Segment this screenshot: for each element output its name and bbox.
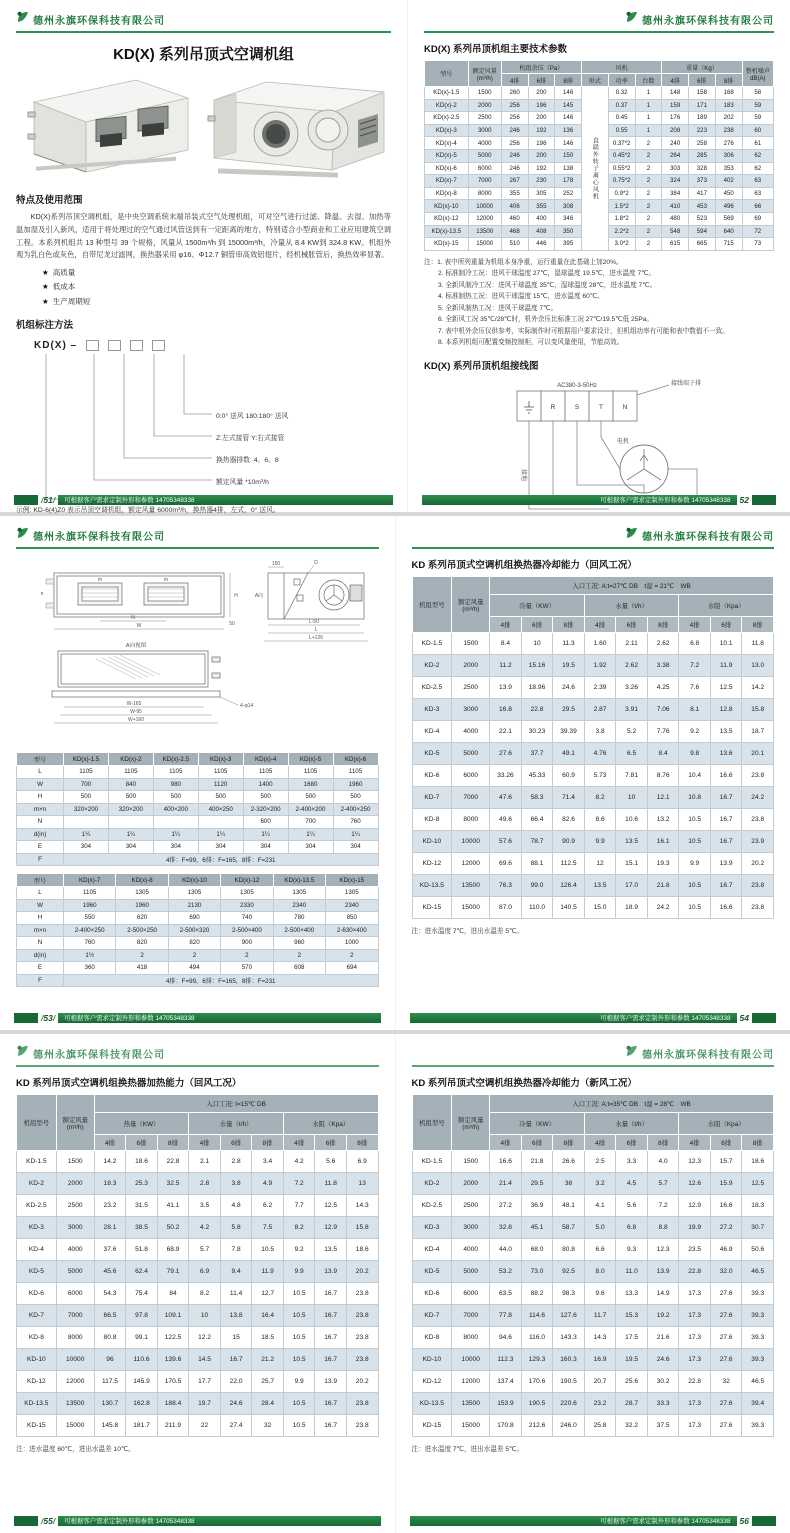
sub-col: 6排	[126, 1135, 158, 1151]
col-weight: 重量（Kg）	[662, 61, 742, 74]
dim-label-W165: W-165	[126, 701, 142, 707]
table-row: KD(x)-3 3000 246 192 136 0.55 1 208 223 238 60	[425, 124, 774, 137]
table-row: KD(x)-1.5 1500 260 200 146 直联外转子离心风机 0.32 1 148 158 168 58	[425, 87, 774, 100]
col-model-name: KD(x)-6	[333, 753, 378, 766]
table-row: KD(x)-6 6000 246 192 138 0.55*2 2 303 328 353 62	[425, 162, 774, 175]
table-row: KD(x)-5 5000 246 200 150 0.45*2 2 264 285 306 62	[425, 149, 774, 162]
dim-row-label: d(in)	[17, 828, 64, 841]
col-model-name: KD(x)-5	[288, 753, 333, 766]
sub-col: 8排	[553, 617, 585, 633]
table-row: N 760 820 820 900 960 1000	[17, 937, 379, 950]
page-footer-54	[410, 1012, 777, 1023]
dim-row-label: d(in)	[17, 949, 64, 962]
product-title: KD(X) 系列吊顶式空调机组	[113, 46, 294, 63]
sub-col: 形式	[582, 74, 609, 87]
sub-col: 4排	[189, 1135, 221, 1151]
table-row: KD-2 2000 11.2 15.16 19.5 1.92 2.62 3.38 7.2 11.9 13.0	[412, 655, 774, 677]
table-row: KD-1.5 1500 14.2 18.6 22.8 2.1 2.8 3.4 4.2 5.6 6.9	[17, 1151, 379, 1173]
feature-bullets	[42, 266, 391, 309]
sub-col: 4排	[490, 617, 522, 633]
sub-col: 8排	[346, 1135, 378, 1151]
sub-col: 6排	[616, 1135, 648, 1151]
table-row: KD-2.5 2500 23.2 31.5 41.1 3.5 4.8 6.2 7.7 12.5 14.3	[17, 1195, 379, 1217]
col-group: 冷量（KW）	[490, 595, 585, 617]
page-footer-53	[14, 1012, 381, 1023]
power-label: AC380-3-50Hz	[557, 382, 597, 389]
table-row: KD(x)-7 7000 267 230 178 0.75*2 2 324 373 402 63	[425, 175, 774, 188]
star-icon: ★	[42, 296, 49, 306]
note-line: 6. 全新风工况 35℃/28℃时，机外余压比标准工况 27℃/19.5℃低 25Pa。	[438, 316, 654, 324]
code-box	[152, 340, 165, 351]
company-name: 德州永旗环保科技有限公司	[642, 1049, 774, 1061]
marking-label: 0:0° 送风 180:180° 送风	[216, 412, 289, 420]
cooling-fresh-table	[412, 1094, 775, 1437]
col-model-name: KD(x)-3	[198, 753, 243, 766]
table-row: KD(x)-13.5 13500 468 408 350 2.2*2 2 548 594 640 72	[425, 225, 774, 238]
company-logo-icon	[625, 10, 638, 28]
cooling-fresh-title: KD 系列吊顶式空调机组换热器冷却能力（新风工况）	[411, 1078, 637, 1089]
company-header	[16, 526, 379, 549]
table-row: W 700 840 980 1120 1400 1680 1960	[17, 778, 379, 791]
star-icon: ★	[42, 282, 49, 292]
sub-col: 台数	[635, 74, 662, 87]
table-row: W 1960 1960 2130 2330 2340 2340	[17, 899, 379, 912]
table-note: 注：进水温度 60℃，进出水温差 10℃。	[16, 1446, 135, 1453]
page-footer-55	[14, 1515, 381, 1526]
sub-col: 8排	[715, 74, 742, 87]
table-row: KD-10 10000 96 110.6 139.6 14.5 16.7 21.2 10.5 16.7 23.8	[17, 1349, 379, 1371]
page-number: 52	[739, 494, 749, 505]
col-model: 机组型号	[17, 1095, 57, 1151]
dim-row-label: L	[17, 887, 64, 900]
table-row: KD-10 10000 112.3 129.3 160.3 16.9 19.5 24.6 17.3 27.6 39.3	[412, 1349, 774, 1371]
dim-row-label: E	[17, 841, 64, 854]
table-row: N 600 700 760	[17, 816, 379, 829]
col-group: 水阻（Kpa）	[679, 1113, 774, 1135]
dim-row-label: W	[17, 899, 64, 912]
table-row: KD-10 10000 57.6 78.7 90.9 9.9 13.5 16.1 10.5 16.7 23.9	[412, 831, 774, 853]
col-fan: 风机	[582, 61, 662, 74]
dim-row-label: L	[17, 766, 64, 779]
table-row: KD-1.5 1500 8.4 10 11.3 1.60 2.11 2.62 6.8 10.1 11.8	[412, 633, 774, 655]
tech-params-title: KD(X) 系列吊顶机组主要技术参数	[424, 44, 568, 55]
code-box	[108, 340, 121, 351]
page-footer-51	[14, 494, 393, 505]
table-row: KD-2.5 2500 13.9 18.96 24.6 2.39 3.26 4.25 7.6 12.5 14.2	[412, 677, 774, 699]
footer-bar: 可根据客户需求定制外形和参数 14705348338	[410, 1516, 737, 1526]
note-line: 注：1. 表中所列重量为机组本身净重，运行重量在此基础上加20%。	[424, 258, 623, 266]
product-photo-left	[16, 72, 196, 184]
inlet-condition: 入口工况: A:t=27℃ DB t湿 = 21℃ WB	[490, 577, 774, 595]
table-row: KD-7 7000 47.6 58.3 71.4 8.2 10 12.1 10.8 16.7 24.2	[412, 787, 774, 809]
table-row: KD(x)-8 8000 355 305 252 0.9*2 2 384 417 450 63	[425, 187, 774, 200]
dimension-drawings	[16, 555, 379, 745]
tech-params-table	[424, 60, 774, 251]
note-line: 8. 本系列机组可配置变频控制柜，可以变风量使用，节能高效。	[438, 339, 624, 347]
dim-label-L: L	[314, 627, 318, 633]
col-model-name: KD(x)-10	[168, 874, 220, 887]
page-54	[395, 516, 790, 1030]
footer-bar: 可根据客户需求定制外形和参数 14705348338	[410, 1013, 737, 1023]
table-row: KD-2.5 2500 27.2 36.9 48.1 4.1 5.6 7.2 12.9 16.6 18.3	[412, 1195, 774, 1217]
table-row: KD-13.5 13500 153.9 190.5 220.6 23.2 28.7 33.3 17.3 27.6 39.4	[412, 1393, 774, 1415]
sub-col: 8排	[553, 1135, 585, 1151]
marking-diagram	[16, 336, 391, 504]
company-logo-icon	[625, 1044, 638, 1062]
col-model-name: KD(x)-2.5	[153, 753, 198, 766]
marking-heading: 机组标注方法	[16, 319, 74, 331]
footer-lead-block	[752, 495, 776, 505]
table-row: KD-2 2000 18.3 25.3 32.5 2.8 3.8 4.9 7.2 11.8 13	[17, 1173, 379, 1195]
table-row: E 360 418 494 570 608 694	[17, 962, 379, 975]
sub-col: 8排	[742, 617, 774, 633]
header-row	[17, 874, 379, 887]
dim-label-50: 50	[229, 621, 235, 627]
col-group: 热量（KW）	[94, 1113, 189, 1135]
table-row: KD-4 4000 22.1 30.23 39.39 3.8 5.2 7.76 9.2 13.5 18.7	[412, 721, 774, 743]
company-name: 德州永旗环保科技有限公司	[642, 531, 774, 543]
table-row: KD-2 2000 21.4 29.5 38 3.2 4.5 5.7 12.6 15.9 12.5	[412, 1173, 774, 1195]
table-row: KD-6 6000 63.5 88.2 98.3 9.6 13.3 14.9 17.3 27.6 39.3	[412, 1283, 774, 1305]
sub-col: 6排	[220, 1135, 252, 1151]
table-row: KD-7 7000 66.5 97.8 109.1 10 13.8 16.4 10.5 16.7 23.8	[17, 1305, 379, 1327]
sub-col: 6排	[710, 1135, 742, 1151]
company-header	[412, 526, 775, 549]
dim-label-D: D	[314, 560, 318, 566]
header-row	[17, 753, 379, 766]
company-logo-icon	[16, 1044, 29, 1062]
marking-connector-lines	[16, 336, 374, 504]
dimension-drawing-svg	[16, 555, 376, 745]
table-row	[17, 853, 379, 866]
table-row: KD-8 8000 80.8 99.1 122.5 12.2 15 18.5 10.5 16.7 23.8	[17, 1327, 379, 1349]
table-row: H 550 620 690 740 780 850	[17, 912, 379, 925]
sub-col: 4排	[679, 617, 711, 633]
dim-label-W: W	[136, 623, 142, 629]
sub-col: 4排	[584, 1135, 616, 1151]
table-row: KD-8 8000 49.6 66.4 82.6 8.6 10.6 13.2 10.5 16.7 23.8	[412, 809, 774, 831]
spread-pages-51-52	[0, 0, 790, 512]
footer-lead-block	[14, 495, 38, 505]
dim-label-L126: L+126	[308, 635, 324, 641]
company-logo-icon	[16, 10, 29, 28]
fan-type-cell: 直联外转子离心风机	[582, 87, 609, 251]
table-row: KD-15 15000 170.8 212.6 246.0 25.8 32.2 37.5 17.3 27.6 39.3	[412, 1415, 774, 1437]
table-row: L 1105 1305 1305 1305 1305 1305	[17, 887, 379, 900]
sub-col: 4排	[490, 1135, 522, 1151]
company-header	[16, 1044, 379, 1067]
col-model-name: KD(x)-15	[326, 874, 378, 887]
dim-label-W160: W+160	[128, 717, 144, 723]
table-row: d(in) 1½ 2 2 2 2 2	[17, 949, 379, 962]
heating-return-title: KD 系列吊顶式空调机组换热器加热能力（回风工况）	[16, 1078, 242, 1089]
col-group: 水量（t/h）	[189, 1113, 284, 1135]
page-52	[407, 0, 790, 512]
note-line: 3. 全新风制冷工况：进风干球温度 35℃，湿球温度 28℃，进水温度 7℃。	[438, 281, 657, 289]
sub-col: 6排	[710, 617, 742, 633]
footer-bar: 可根据客户需求定制外形和参数 14705348338	[58, 1516, 380, 1526]
bullet-item: ★ 生产周期短	[42, 296, 91, 306]
col-model: 型号	[17, 753, 64, 766]
table-row: KD-12 12000 117.5 145.9 170.5 17.7 22.0 25.7 9.9 13.9 20.2	[17, 1371, 379, 1393]
merged-cell: 4排：F=99，6排：F=165，8排：F=231	[63, 974, 378, 987]
col-model: 机组型号	[412, 1095, 452, 1151]
table-row: KD-1.5 1500 16.6 21.8 26.6 2.5 3.3 4.0 12.3 15.7 18.6	[412, 1151, 774, 1173]
col-model: 机组型号	[412, 577, 452, 633]
table-row: KD(x)-10 10000 406 355 308 1.5*2 2 410 453 496 66	[425, 200, 774, 213]
header-row	[412, 1095, 774, 1113]
company-header	[412, 1044, 775, 1067]
page-56	[395, 1034, 790, 1533]
wiring-heading: KD(X) 系列吊顶机组接线图	[424, 360, 539, 372]
note-line: 5. 全新风制热工况：进风干球温度 7℃。	[438, 304, 558, 312]
footer-lead-block	[14, 1013, 38, 1023]
page-number: 56	[739, 1515, 749, 1526]
table-row: KD-6 6000 33.26 45.33 60.9 5.73 7.81 8.76 10.4 16.6 23.8	[412, 765, 774, 787]
sub-col: 6排	[521, 1135, 553, 1151]
table-row: m×n 2-400×250 2-500×250 2-500×320 2-500×400 2-500×400 2-630×400	[17, 924, 379, 937]
code-box	[86, 340, 99, 351]
company-name: 德州永旗环保科技有限公司	[642, 15, 774, 27]
col-pressure: 机组余压（Pa）	[501, 61, 581, 74]
spread-pages-55-56	[0, 1034, 790, 1533]
header-row	[17, 1095, 379, 1113]
star-icon: ★	[42, 268, 49, 278]
sub-col: 6排	[315, 1135, 347, 1151]
page-footer-52	[422, 494, 776, 505]
terminal-r: R	[550, 403, 556, 411]
terminal-n: N	[622, 403, 628, 411]
footer-bar: 可根据客户需求定制外形和参数 14705348338	[58, 495, 393, 505]
dimension-table-2	[16, 873, 379, 987]
dim-label-m: m	[97, 577, 103, 583]
page-number: /55/	[41, 1515, 56, 1526]
table-row: KD(x)-15 15000 510 446 395 3.0*2 2 615 665 715 73	[425, 238, 774, 251]
ground-label: 接地	[520, 468, 526, 481]
heating-return-table	[16, 1094, 379, 1437]
holes-label: 4-φ14	[240, 703, 254, 709]
product-photos	[16, 72, 391, 184]
col-group: 水阻（Kpa）	[679, 595, 774, 617]
footer-lead-block	[752, 1516, 776, 1526]
col-model-name: KD(x)-4	[243, 753, 288, 766]
col-flow: 额定风量 (m³/h)	[468, 61, 501, 87]
company-name: 德州永旗环保科技有限公司	[33, 1049, 165, 1061]
sub-col: 4排	[679, 1135, 711, 1151]
col-model: 型号	[17, 874, 64, 887]
company-logo-icon	[625, 526, 638, 544]
table-row: KD(x)-4 4000 256 196 146 0.37*2 2 240 258 276 61	[425, 137, 774, 150]
features-heading: 特点及使用范围	[16, 195, 83, 206]
header-row	[425, 61, 774, 74]
note-line: 7. 表中机外余压仅供参考，实际制作时可根据用户要求设计，但机组功率有可能和表中数值不一致。	[438, 327, 729, 335]
col-model-name: KD(x)-7	[63, 874, 115, 887]
table-row: KD-6 6000 54.3 75.4 84 8.2 11.4 12.7 10.5 16.7 23.8	[17, 1283, 379, 1305]
inlet-condition: 入口工况: A:t=35℃ DB t湿 = 28℃ WB	[490, 1095, 774, 1113]
footer-lead-block	[14, 1516, 38, 1526]
table-row: KD-13.5 13500 76.3 99.0 126.4 13.5 17.0 21.8 10.5 16.7 23.8	[412, 875, 774, 897]
sub-col: 4排	[94, 1135, 126, 1151]
table-row: KD-5 5000 53.2 73.0 92.5 8.0 11.0 13.9 22.8 32.0 46.5	[412, 1261, 774, 1283]
dim-row-label: H	[17, 912, 64, 925]
page-55	[0, 1034, 395, 1533]
bullet-item: ★ 高质量	[42, 268, 76, 278]
marking-code: KD(X) –	[34, 340, 165, 351]
dim-row-label: E	[17, 962, 64, 975]
sub-col: 6排	[689, 74, 716, 87]
table-row: KD-8 8000 94.6 116.0 143.3 14.3 17.5 21.6 17.3 27.6 39.3	[412, 1327, 774, 1349]
header-row	[412, 577, 774, 595]
table-row: KD-4 4000 37.6 51.8 68.9 5.7 7.8 10.5 9.2 13.5 18.6	[17, 1239, 379, 1261]
note-line: 2. 标准制冷工况：进风干球温度 27℃，湿球温度 19.5℃，进水温度 7℃。	[438, 270, 656, 278]
footer-bar: 可根据客户需求定制外形和参数 14705348338	[422, 495, 737, 505]
table-row: KD-7 7000 77.8 114.6 127.6 11.7 15.3 19.2 17.3 27.6 39.3	[412, 1305, 774, 1327]
footer-lead-block	[752, 1013, 776, 1023]
table-row: KD-3 3000 28.1 38.5 50.2 4.2 5.8 7.5 8.2 12.9 15.8	[17, 1217, 379, 1239]
cooling-return-table	[412, 576, 775, 919]
dim-row-label: H	[17, 791, 64, 804]
terminal-s: S	[574, 403, 580, 411]
motor-label: 电机	[617, 438, 630, 445]
col-model-name: KD(x)-13.5	[273, 874, 325, 887]
table-row: m×n 320×200 320×200 400×200 400×250 2-320×200 2-400×200 2-400×250	[17, 803, 379, 816]
dim-row-label: m×n	[17, 924, 64, 937]
page-51	[0, 0, 407, 512]
note-line: 4. 标准制热工况：进风干球温度 15℃，进水温度 60℃。	[438, 293, 604, 301]
table-note: 注：进水温度 7℃，进出水温差 5℃。	[411, 928, 524, 935]
table-row: d(in) 1¼ 1¼ 1¼ 1¼ 1¼ 1¼ 1¼	[17, 828, 379, 841]
table-row: E 304 304 304 304 304 304 304	[17, 841, 379, 854]
sub-col: 6排	[528, 74, 555, 87]
dim-label-H: H	[234, 593, 238, 599]
dim-label-W95: W-95	[130, 709, 142, 715]
col-group: 水量（t/h）	[584, 595, 679, 617]
dim-row-label: m×n	[17, 803, 64, 816]
page-number: 54	[739, 1012, 749, 1023]
col-noise: 整机噪声 dB(A)	[742, 61, 773, 87]
sub-col: 4排	[283, 1135, 315, 1151]
table-row: KD(x)-12 12000 460 400 346 1.8*2 2 480 523 569 69	[425, 212, 774, 225]
table-row: KD-5 5000 27.6 37.7 49.1 4.76 6.5 8.4 9.8 13.6 20.1	[412, 743, 774, 765]
col-flow: 额定风量 (m³/h)	[452, 577, 490, 633]
dim-row-label: W	[17, 778, 64, 791]
table-row: H 500 500 500 500 500 500 500	[17, 791, 379, 804]
table-row: KD(x)-2.5 2500 256 200 146 0.45 1 176 189 202 59	[425, 112, 774, 125]
dim-label-L50: L-50	[308, 619, 320, 625]
company-name: 德州永旗环保科技有限公司	[33, 531, 165, 543]
col-group: 水量（t/h）	[584, 1113, 679, 1135]
dim-label-m: m	[163, 577, 169, 583]
sub-col: 4排	[662, 74, 689, 87]
dim-label-150: 150	[271, 561, 281, 567]
dim-label-n: n	[40, 591, 44, 597]
table-row: KD-15 15000 87.0 110.0 140.5 15.0 18.9 24.2 10.5 16.6 23.8	[412, 897, 774, 919]
col-model: 型号	[425, 61, 469, 87]
table-note: 注：进水温度 7℃，进出水温差 5℃。	[411, 1446, 524, 1453]
dim-row-label: F	[17, 974, 64, 987]
sub-col: 6排	[521, 617, 553, 633]
page-53	[0, 516, 395, 1030]
col-model-name: KD(x)-12	[221, 874, 273, 887]
sub-col: 8排	[157, 1135, 189, 1151]
sub-col: 8排	[742, 1135, 774, 1151]
features-paragraph: KD(X)系列吊顶空调机组，是中央空调系统末端吊装式空气处理机组，可对空气进行过滤、降温、去湿、加热等温加湿及引入新风，适用于将处理过的空气通过风管送到有一定距离的地方，特别适合小型商业和工业应用建筑空调工程。本系列机组共 13 种型号 39 个规格，风量从 1500m³/h 到 15000m³/h，冷量从 8.4 KW到 324.8 KW。机组外观为乳白色或灰色，自带尼龙过滤网，换热器采用 φ16、Φ12.7 铜管串高效铝翅片，经机械胀管后，换热效率显著。	[16, 212, 391, 260]
dim-label-N: N	[131, 615, 135, 621]
product-photo-right	[206, 72, 391, 184]
spread-pages-53-54	[0, 516, 790, 1030]
terminal-t: T	[599, 403, 603, 411]
sub-col: 8排	[647, 617, 679, 633]
col-flow: 额定风量 (m³/h)	[452, 1095, 490, 1151]
sub-col: 4排	[501, 74, 528, 87]
company-logo-icon	[16, 526, 29, 544]
marking-label: Z:左式接管 Y:右式接管	[216, 434, 285, 442]
terminal-strip-label: 接线端子排	[671, 380, 702, 387]
notes-block	[424, 257, 774, 349]
company-header	[16, 10, 391, 33]
view-a-label: A向视图	[125, 643, 147, 649]
sub-col: 6排	[616, 617, 648, 633]
footer-bar: 可根据客户需求定制外形和参数 14705348338	[58, 1013, 380, 1023]
col-model-name: KD(x)-8	[116, 874, 168, 887]
company-header	[424, 10, 774, 33]
table-row: KD-4 4000 44.0 68.0 80.8 6.6 9.3 12.3 23.5 46.9 50.6	[412, 1239, 774, 1261]
col-model-name: KD(x)-2	[108, 753, 153, 766]
cooling-return-title: KD 系列吊顶式空调机组换热器冷却能力（回风工况）	[411, 560, 637, 571]
inlet-condition: 入口工况: t=15℃ DB	[94, 1095, 378, 1113]
marking-label: 换热器排数: 4、6、8	[216, 456, 279, 464]
marking-label: 额定风量 *10m³/h	[216, 478, 269, 486]
sub-col: 8排	[647, 1135, 679, 1151]
dim-label-a-dir: A向	[254, 593, 264, 599]
merged-cell: 4排：F=99，6排：F=165，8排：F=231	[63, 853, 378, 866]
table-row: KD-3 3000 32.8 45.1 58.7 5.0 6.8 8.8 19.9 27.2 30.7	[412, 1217, 774, 1239]
bullet-item: ★ 低成本	[42, 282, 76, 292]
dim-row-label: F	[17, 853, 64, 866]
table-row: KD-12 12000 69.6 88.1 112.5 12 15.1 19.3 9.9 13.9 20.2	[412, 853, 774, 875]
col-group: 水阻（Kpa）	[283, 1113, 378, 1135]
company-name: 德州永旗环保科技有限公司	[33, 15, 165, 27]
code-box	[130, 340, 143, 351]
table-row: KD(x)-2 2000 256 196 145 0.37 1 159 171 183 59	[425, 99, 774, 112]
sub-col: 功率	[608, 74, 635, 87]
page-number: /51/	[41, 494, 56, 505]
sub-col: 8排	[252, 1135, 284, 1151]
dimension-table-1	[16, 752, 379, 866]
sub-col: 8排	[555, 74, 582, 87]
table-row: L 1105 1105 1105 1105 1105 1105 1105	[17, 766, 379, 779]
table-row	[17, 974, 379, 987]
dim-row-label: N	[17, 937, 64, 950]
table-row: KD-15 15000 145.8 181.7 211.9 22 27.4 32 10.5 16.7 23.8	[17, 1415, 379, 1437]
sub-col: 4排	[584, 617, 616, 633]
table-row: KD-12 12000 137.4 170.6 190.5 20.7 25.6 30.2 22.8 32 46.5	[412, 1371, 774, 1393]
col-flow: 额定风量 (m³/h)	[56, 1095, 94, 1151]
col-model-name: KD(x)-1.5	[63, 753, 108, 766]
table-row: KD-3 3000 16.8 22.8 29.5 2.87 3.91 7.06 8.1 12.8 15.8	[412, 699, 774, 721]
dim-row-label: N	[17, 816, 64, 829]
page-number: /53/	[41, 1012, 56, 1023]
table-row: KD-13.5 13500 130.7 162.8 188.4 19.7 24.6 28.4 10.5 16.7 23.8	[17, 1393, 379, 1415]
marking-example: 示例: KD-6(4)Z0 表示吊顶空调机组，额定风量 6000m³/h，换热器4排，左式，0° 送风。	[16, 506, 280, 514]
col-group: 冷量（KW）	[490, 1113, 585, 1135]
table-row: KD-5 5000 45.6 62.4 79.1 6.9 9.4 11.9 9.9 13.9 20.2	[17, 1261, 379, 1283]
page-footer-56	[410, 1515, 777, 1526]
